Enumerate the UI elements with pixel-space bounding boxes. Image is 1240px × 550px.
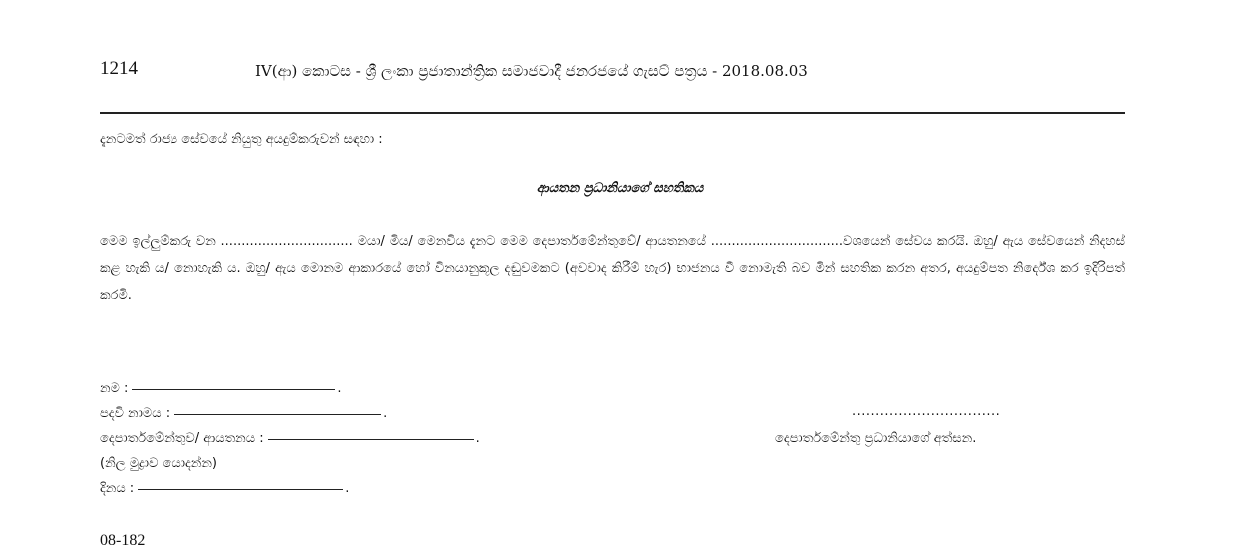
designation-terminator: . bbox=[383, 406, 388, 421]
name-label: නම : bbox=[100, 381, 129, 396]
name-blank-line bbox=[132, 388, 335, 390]
name-field bbox=[100, 381, 342, 396]
page-number: 1214 bbox=[100, 58, 138, 79]
department-field bbox=[100, 431, 480, 446]
addressee-line: දැනටමත් රාජ්‍ය සේවයේ නියුතු අයදුම්කරුවන් සඳහා : bbox=[100, 132, 383, 147]
certificate-title: ආයතන ප්‍රධානියාගේ සහතිකය bbox=[536, 181, 704, 196]
gazette-header-title: IV(ආ) කොටස - ශ්‍රී ලංකා ප්‍රජාතාන්ත්‍රික සමාජවාදී ජනරජයේ ගැසට් පත්‍රය - 2018.08.03 bbox=[255, 62, 808, 80]
designation-label: පදවි නාමය : bbox=[100, 406, 171, 421]
name-terminator: . bbox=[337, 381, 342, 396]
signature-label: දෙපාර්තමේන්තු ප්‍රධානියාගේ අත්සන. bbox=[775, 431, 977, 446]
footer-code: 08-182 bbox=[100, 532, 146, 549]
date-blank-line bbox=[138, 488, 343, 490]
designation-field bbox=[100, 406, 387, 421]
signature-dots: ................................ bbox=[852, 404, 1001, 419]
department-terminator: . bbox=[475, 431, 480, 446]
department-label: දෙපාර්තමේන්තුව/ ආයතනය : bbox=[100, 431, 264, 446]
seal-note bbox=[100, 456, 217, 471]
header-divider bbox=[100, 112, 1125, 114]
date-terminator: . bbox=[345, 481, 350, 496]
department-blank-line bbox=[268, 438, 474, 440]
certificate-body: මෙම ඉල්ලුම්කරු වන ................................ මයා/ මිය/ මෙනවිය දැනට මෙම දෙපාර්තමේන්තුවේ/ ආයතනයේ ................................වශයෙන් සේවය කරයි. ඔහු/ ඇය සේවයෙන් නිදහස් කළ හැකි ය/ නොහැකි ය. ඔහු/ ඇය මොනම ආකාරයේ හෝ විනයානුකූල දඬුවමකට (අවවාද කිරීම් හැර) භාජනය වී නොමැති බව මින් සහතික කරන අතර, අයදුම්පත නිර්දේශ කර ඉදිරිපත් කරමි. bbox=[100, 234, 1125, 303]
date-label: දිනය : bbox=[100, 481, 135, 496]
date-field bbox=[100, 481, 349, 496]
designation-blank-line bbox=[174, 413, 381, 415]
seal-note-text: (නිල මුද්‍රාව යොදන්න) bbox=[100, 456, 217, 471]
